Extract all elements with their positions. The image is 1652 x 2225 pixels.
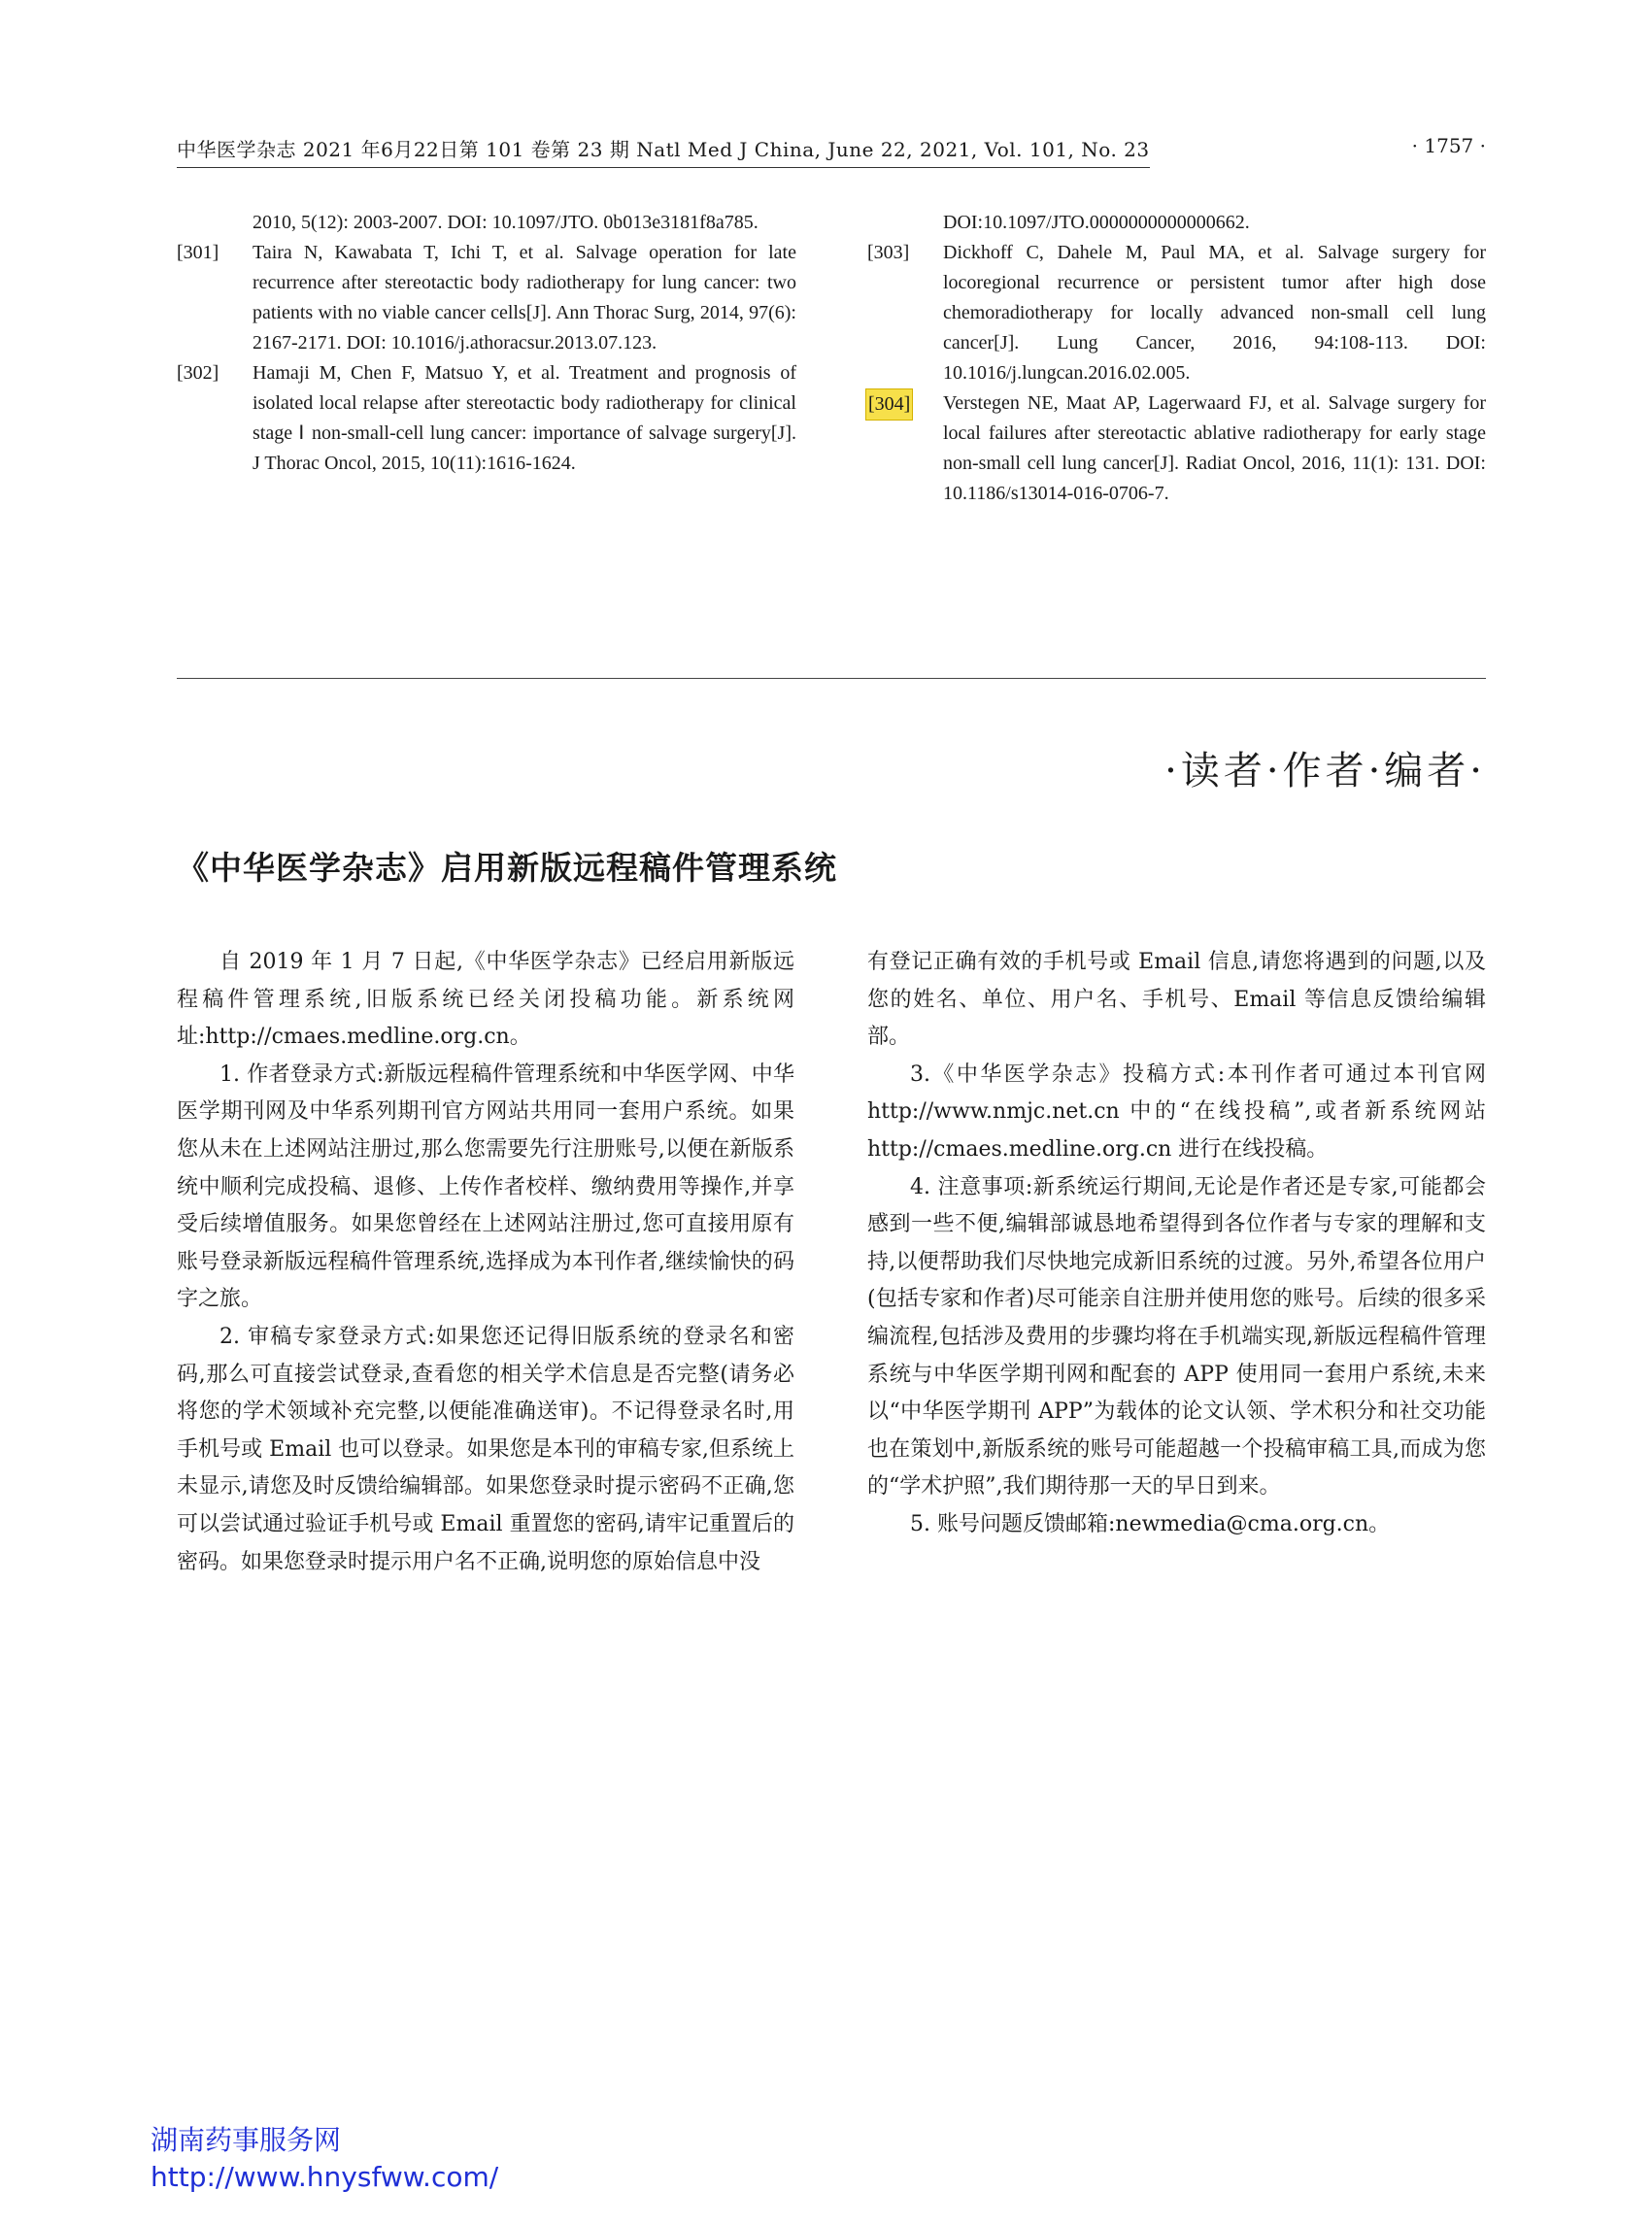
reference-number: [302] xyxy=(177,362,219,384)
reference-text: Dickhoff C, Dahele M, Paul MA, et al. Salvage surgery for locoregional recurrence or persistent tumor after high dose chemoradiotherapy for locally advanced non-small cell lung cancer[J]. Lung Cancer, 2016, 94:108-113. DOI: 10.1016/j.lungcan.2016.02.005. xyxy=(943,242,1486,384)
body-paragraph: 自 2019 年 1 月 7 日起,《中华医学杂志》已经启用新版远程稿件管理系统,旧版系统已经关闭投稿功能。新系统网址:http://cmaes.medline.org.cn。 xyxy=(177,950,794,1050)
reference-text: Verstegen NE, Maat AP, Lagerwaard FJ, et al. Salvage surgery for local failures after stereotactic ablative radiotherapy for early stage non-small cell lung cancer[J]. Radiat Oncol, 2016, 11(1): 131. DOI: 10.1186/s13014-016-0706-7. xyxy=(943,392,1486,504)
section-divider xyxy=(177,678,1486,679)
body-paragraph: 4. 注意事项:新系统运行期间,无论是作者还是专家,可能都会感到一些不便,编辑部诚恳地希望得到各位作者与专家的理解和支持,以便帮助我们尽快地完成新旧系统的过渡。另外,希望各位用户(包括专家和作者)尽可能亲自注册并使用您的账号。后续的很多采编流程,包括涉及费用的步骤均将在手机端实现,新版远程稿件管理系统与中华医学期刊网和配套的 APP 使用同一套用户系统,未来以“中华医学期刊 APP”为载体的论文认领、学术积分和社交功能也在策划中,新版系统的账号可能超越一个投稿审稿工具,而成为您的“学术护照”,我们期待那一天的早日到来。 xyxy=(867,1174,1486,1500)
reference-entry xyxy=(867,238,1486,388)
reference-entry xyxy=(177,238,796,358)
body-paragraph: 3.《中华医学杂志》投稿方式:本刊作者可通过本刊官网 http://www.nmjc.net.cn 中的“在线投稿”,或者新系统网站 http://cmaes.medline.org.cn 进行在线投稿。 xyxy=(867,1062,1486,1162)
watermark-site-name: 湖南药事服务网 xyxy=(151,2124,342,2156)
body-paragraph: 5. 账号问题反馈邮箱:newmedia@cma.org.cn。 xyxy=(910,1511,1391,1536)
reference-number: [303] xyxy=(867,242,910,263)
section-tag: ·读者·作者·编者· xyxy=(1164,749,1486,793)
body-paragraph-continuation: 有登记正确有效的手机号或 Email 信息,请您将遇到的问题,以及您的姓名、单位、用户名、手机号、Email 等信息反馈给编辑部。 xyxy=(867,950,1486,1050)
body-paragraph: 2. 审稿专家登录方式:如果您还记得旧版系统的登录名和密码,那么可直接尝试登录,查看您的相关学术信息是否完整(请务必将您的学术领域补充完整,以便能准确送审)。不记得登录名时,用手机号或 Email 也可以登录。如果您是本刊的审稿专家,但系统上未显示,请您及时反馈给编辑部。如果您登录时提示密码不正确,您可以尝试通过验证手机号或 Email 重置您的密码,请牢记重置后的密码。如果您登录时提示用户名不正确,说明您的原始信息中没 xyxy=(177,1324,794,1574)
watermark-url: http://www.hnysfww.com/ xyxy=(151,2161,499,2193)
reference-entry-highlighted xyxy=(867,388,1486,509)
highlighted-reference-number[interactable]: [304] xyxy=(865,388,913,421)
reference-continuation: DOI:10.1097/JTO.0000000000000662. xyxy=(943,212,1250,233)
site-watermark xyxy=(151,2122,498,2196)
references-left-column xyxy=(177,208,796,479)
article-body-right-column xyxy=(867,944,1486,1544)
references-right-column xyxy=(867,208,1486,509)
journal-citation-header: 中华医学杂志 2021 年6月22日第 101 卷第 23 期 Natl Med J China, June 22, 2021, Vol. 101, No. 23 xyxy=(177,134,1150,168)
body-paragraph: 1. 作者登录方式:新版远程稿件管理系统和中华医学网、中华医学期刊网及中华系列期刊官方网站共用同一套用户系统。如果您从未在上述网站注册过,那么您需要先行注册账号,以便在新版系统中顺利完成投稿、退修、上传作者校样、缴纳费用等操作,并享受后续增值服务。如果您曾经在上述网站注册过,您可直接用原有账号登录新版远程稿件管理系统,选择成为本刊作者,继续愉快的码字之旅。 xyxy=(177,1062,794,1312)
reference-text: Hamaji M, Chen F, Matsuo Y, et al. Treatment and prognosis of isolated local relapse after stereotactic body radiotherapy for clinical stage Ⅰ non-small-cell lung cancer: importance of salvage surgery[J]. J Thorac Oncol, 2015, 10(11):1616-1624. xyxy=(253,362,796,474)
reference-entry xyxy=(177,358,796,479)
reference-number: [301] xyxy=(177,242,219,263)
article-body-left-column xyxy=(177,944,794,1581)
running-header xyxy=(177,134,1486,163)
page-number: · 1757 · xyxy=(1411,134,1486,157)
reference-continuation: 2010, 5(12): 2003-2007. DOI: 10.1097/JTO. 0b013e3181f8a785. xyxy=(253,212,759,233)
article-title: 《中华医学杂志》启用新版远程稿件管理系统 xyxy=(177,849,837,887)
reference-text: Taira N, Kawabata T, Ichi T, et al. Salvage operation for late recurrence after stereotactic body radiotherapy for lung cancer: two patients with no viable cancer cells[J]. Ann Thorac Surg, 2014, 97(6): 2167-2171. DOI: 10.1016/j.athoracsur.2013.07.123. xyxy=(253,242,796,354)
